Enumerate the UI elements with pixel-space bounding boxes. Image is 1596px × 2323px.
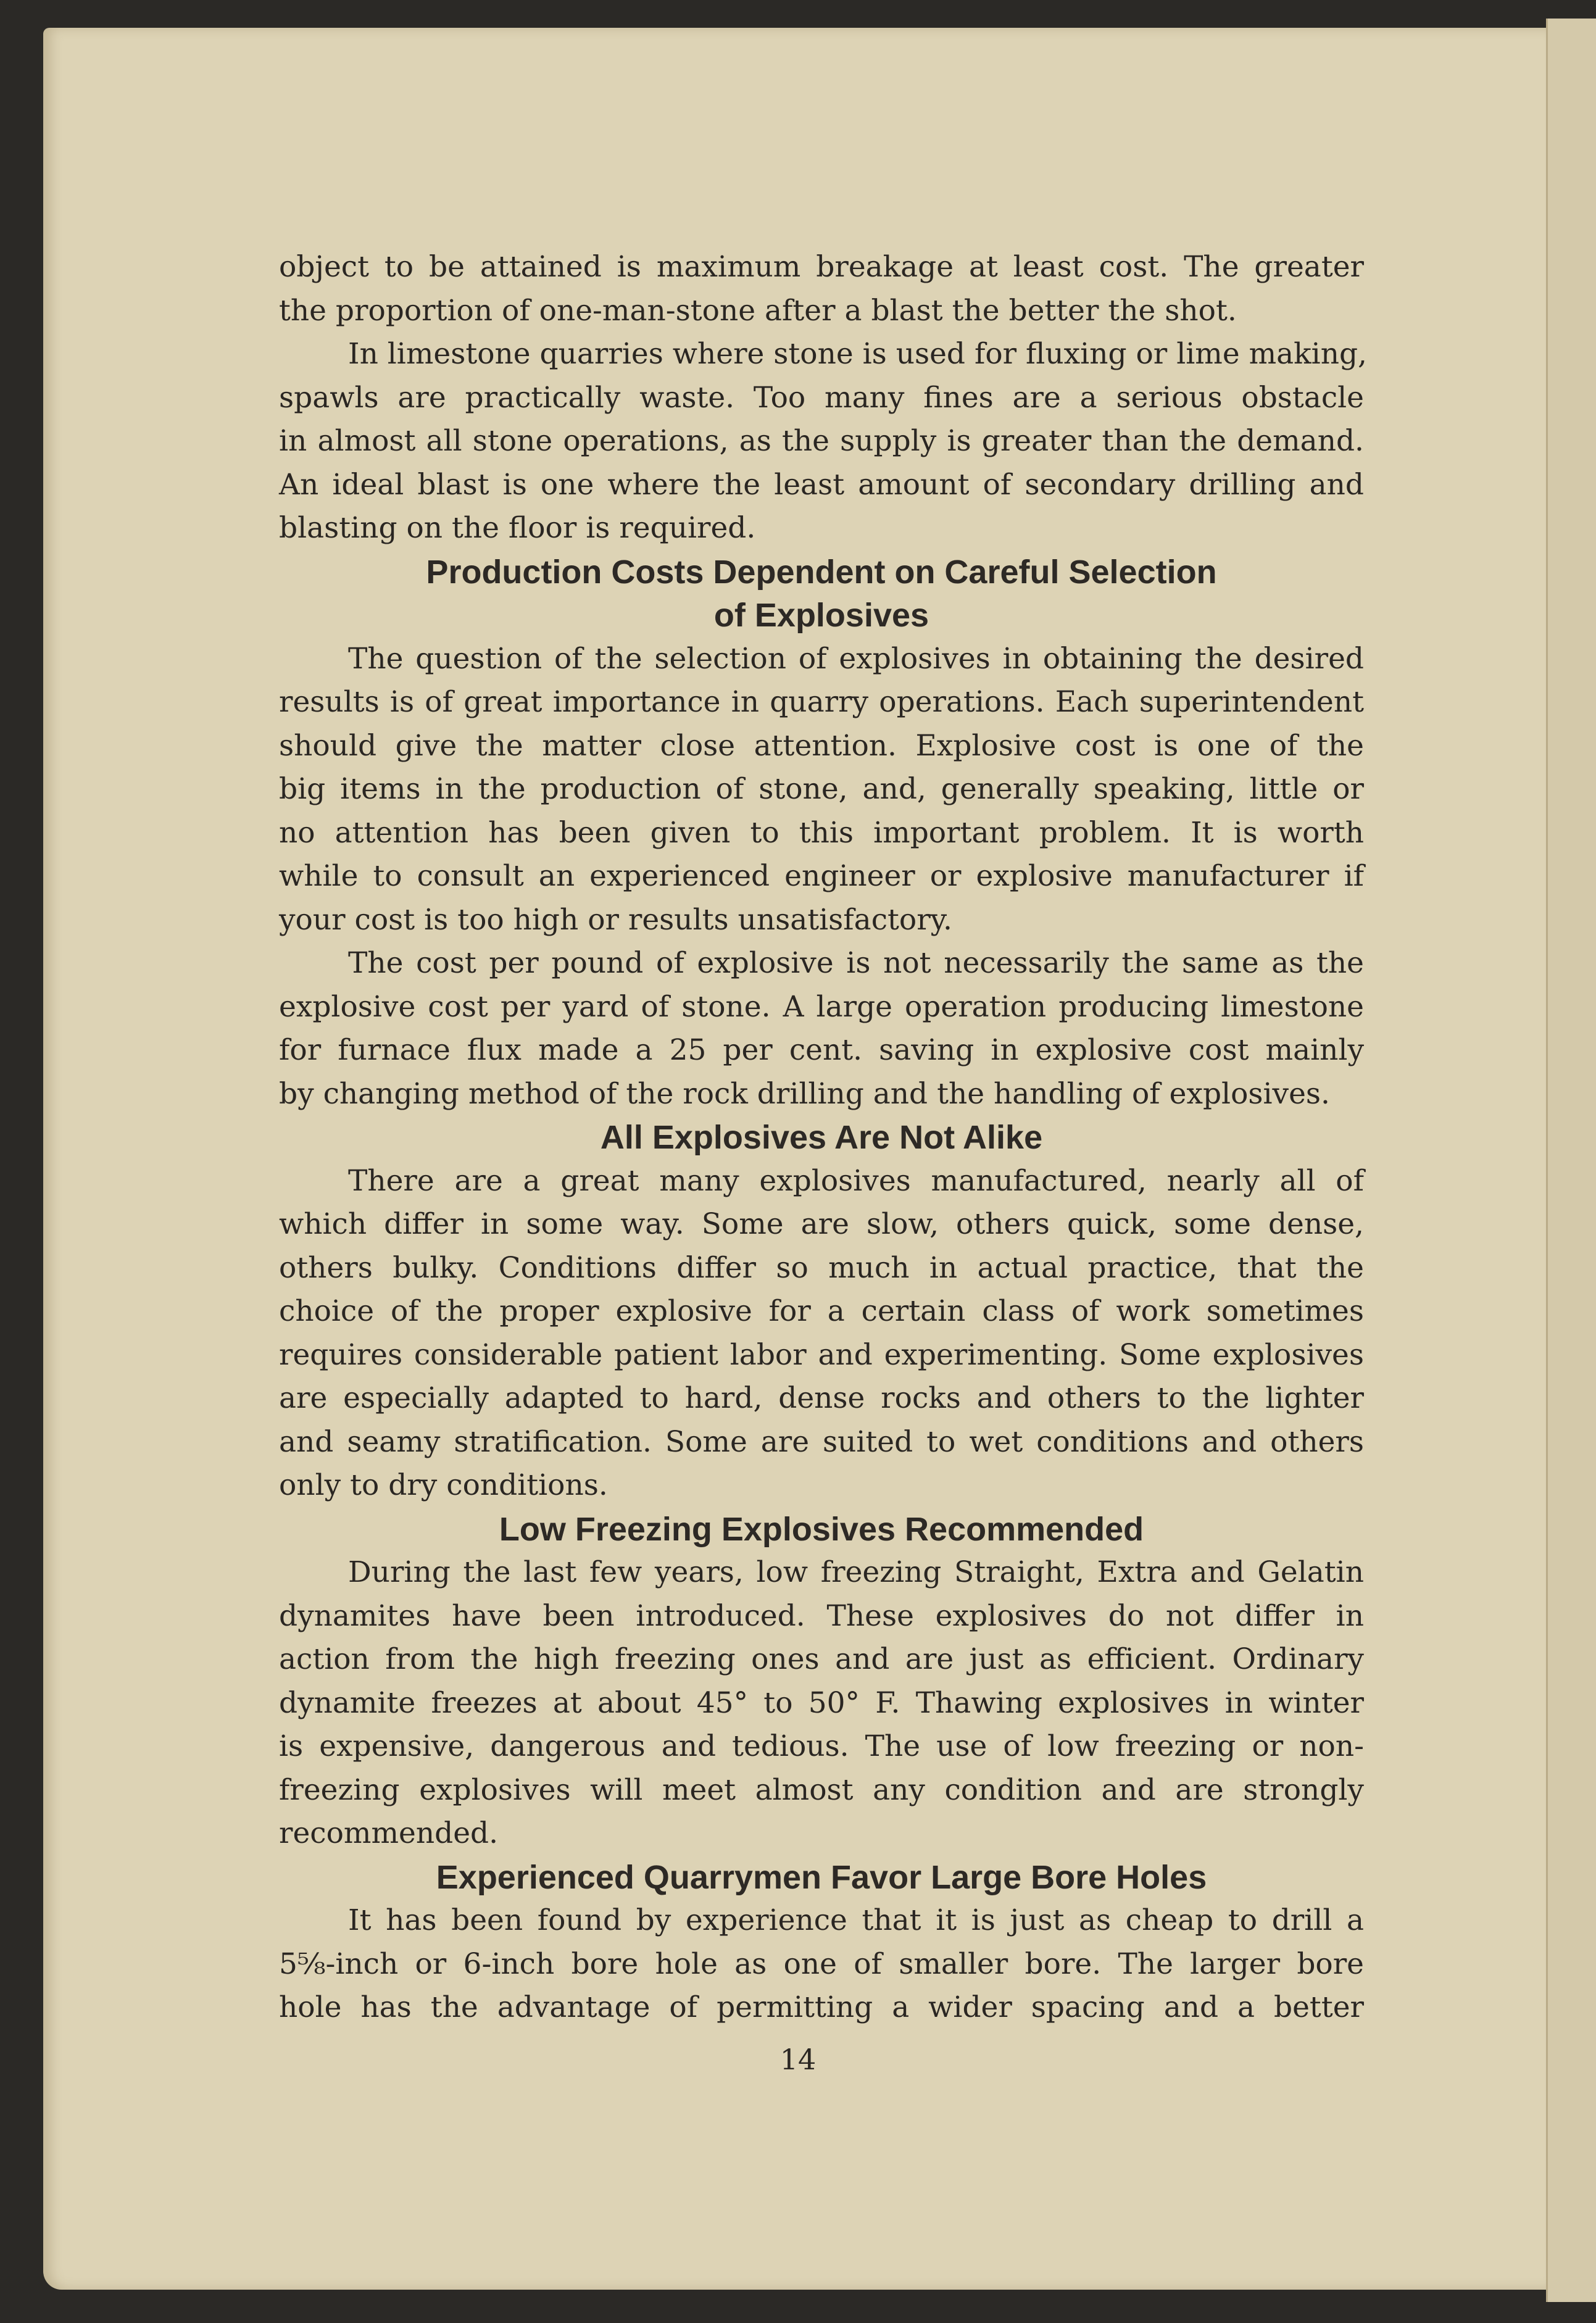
- text-line: and seamy stratification. Some are suited to wet conditions and others: [279, 1424, 1364, 1459]
- heading-line: of Explosives: [713, 597, 929, 634]
- text-line: which differ in some way. Some are slow, others quick, some dense,: [279, 1207, 1364, 1241]
- text-line: It has been found by experience that it is just as cheap to drill a: [348, 1903, 1364, 1937]
- text-line: choice of the proper explosive for a certain class of work sometimes: [279, 1294, 1364, 1328]
- text-line: hole has the advantage of permitting a wider spacing and a better: [279, 1990, 1364, 2024]
- text-line: big items in the production of stone, and, generally speaking, little or: [279, 772, 1364, 806]
- paragraph: [279, 1551, 1364, 1856]
- text-line: for furnace flux made a 25 per cent. saving in explosive cost mainly: [279, 1033, 1364, 1067]
- text-line: There are a great many explosives manufactured, nearly all of: [348, 1163, 1364, 1198]
- text-line: are especially adapted to hard, dense rocks and others to the lighter: [279, 1381, 1364, 1415]
- adjacent-page-edge: [1546, 19, 1596, 2302]
- text-line: During the last few years, low freezing Straight, Extra and Gelatin: [348, 1555, 1364, 1589]
- text-line: explosive cost per yard of stone. A large operation producing limestone: [279, 989, 1364, 1024]
- text-line: results is of great importance in quarry operations. Each superintendent: [279, 685, 1364, 719]
- text-line: blasting on the floor is required.: [279, 511, 756, 545]
- paragraph: [279, 1160, 1364, 1508]
- paragraph: [279, 246, 1364, 333]
- paragraph: [279, 1899, 1364, 2030]
- paragraph: [279, 333, 1367, 551]
- text-line: dynamite freezes at about 45° to 50° F. Thawing explosives in winter: [279, 1685, 1364, 1720]
- page-number: 14: [779, 2043, 817, 2076]
- text-line: while to consult an experienced engineer or explosive manufacturer if: [279, 859, 1364, 893]
- section-heading: [279, 1116, 1364, 1160]
- section-heading: [279, 551, 1364, 638]
- paragraph: [279, 942, 1364, 1116]
- section-heading: [279, 1508, 1364, 1552]
- text-line: dynamites have been introduced. These explosives do not differ in: [279, 1598, 1364, 1633]
- text-line: spawls are practically waste. Too many fines are a serious obstacle: [279, 380, 1364, 415]
- text-line: An ideal blast is one where the least amount of secondary drilling and: [279, 467, 1364, 502]
- text-line: requires considerable patient labor and experimenting. Some explosives: [279, 1337, 1364, 1372]
- text-line: your cost is too high or results unsatisfactory.: [279, 902, 952, 937]
- text-line: The question of the selection of explosives in obtaining the desired: [348, 641, 1364, 676]
- text-line: The cost per pound of explosive is not necessarily the same as the: [348, 946, 1364, 980]
- text-line: only to dry conditions.: [279, 1468, 608, 1502]
- text-line: in almost all stone operations, as the supply is greater than the demand.: [279, 424, 1364, 458]
- text-line: In limestone quarries where stone is used for fluxing or lime making,: [348, 337, 1367, 371]
- body-text: [279, 246, 1367, 2030]
- heading-line: Production Costs Dependent on Careful Selection: [426, 553, 1217, 591]
- paragraph: [279, 638, 1364, 942]
- text-line: recommended.: [279, 1816, 499, 1850]
- text-line: others bulky. Conditions differ so much in actual practice, that the: [279, 1250, 1364, 1285]
- text-line: freezing explosives will meet almost any condition and are strongly: [279, 1772, 1364, 1807]
- text-line: no attention has been given to this important problem. It is worth: [279, 815, 1364, 850]
- section-heading: [279, 1856, 1364, 1900]
- heading-line: Low Freezing Explosives Recommended: [499, 1510, 1144, 1548]
- heading-line: Experienced Quarrymen Favor Large Bore Holes: [436, 1858, 1207, 1896]
- heading-line: All Explosives Are Not Alike: [600, 1119, 1043, 1156]
- text-line: is expensive, dangerous and tedious. The use of low freezing or non-: [279, 1729, 1364, 1763]
- text-line: the proportion of one-man-stone after a blast the better the shot.: [279, 293, 1237, 328]
- text-line: 5⅝-inch or 6-inch bore hole as one of smaller bore. The larger bore: [279, 1947, 1364, 1981]
- text-line: by changing method of the rock drilling and the handling of explosives.: [279, 1076, 1330, 1111]
- text-line: object to be attained is maximum breakage at least cost. The greater: [279, 250, 1364, 284]
- text-line: action from the high freezing ones and are just as efficient. Ordinary: [279, 1642, 1364, 1676]
- text-line: should give the matter close attention. Explosive cost is one of the: [279, 728, 1364, 763]
